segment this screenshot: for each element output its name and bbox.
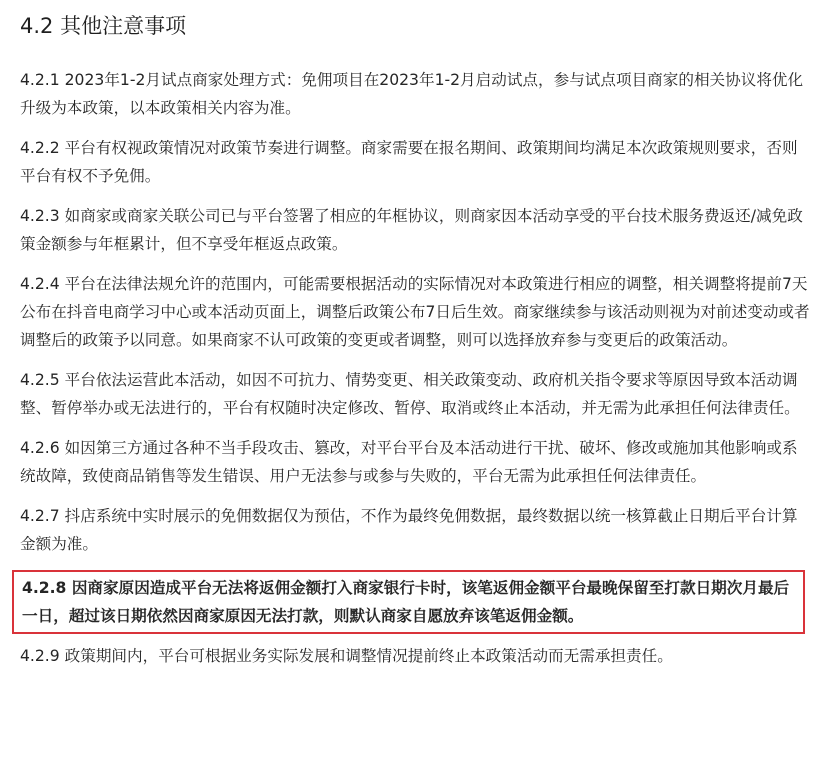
clause-4-2-1: 4.2.1 2023年1-2月试点商家处理方式：免佣项目在2023年1-2月启动试点，参与试点项目商家的相关协议将优化升级为本政策，以本政策相关内容为准。 <box>20 71 804 117</box>
clause-4-2-6: 4.2.6 如因第三方通过各种不当手段攻击、篡改，对平台平台及本活动进行干扰、破坏、修改或施加其他影响或系统故障，致使商品销售等发生错误、用户无法参与或参与失败的，平台无需为此承担任何法律责任。 <box>20 439 798 485</box>
clause-4-2-8: 4.2.8 因商家原因造成平台无法将返佣金额打入商家银行卡时，该笔返佣金额平台最晚保留至打款日期次月最后一日，超过该日期依然因商家原因无法打款，则默认商家自愿放弃该笔返佣金额。 <box>22 579 790 625</box>
clause-4-2-5: 4.2.5 平台依法运营此本活动，如因不可抗力、情势变更、相关政策变动、政府机关指令要求等原因导致本活动调整、暂停举办或无法进行的，平台有权随时决定修改、暂停、取消或终止本活动，并无需为此承担任何法律责任。 <box>20 371 800 417</box>
section-title: 4.2 其他注意事项 <box>20 14 187 38</box>
clause-4-2-7: 4.2.7 抖店系统中实时展示的免佣数据仅为预估，不作为最终免佣数据，最终数据以统一核算截止日期后平台计算金额为准。 <box>20 507 798 553</box>
clause-4-2-3: 4.2.3 如商家或商家关联公司已与平台签署了相应的年框协议，则商家因本活动享受的平台技术服务费返还/减免政策金额参与年框累计，但不享受年框返点政策。 <box>20 207 803 253</box>
clause-4-2-4: 4.2.4 平台在法律法规允许的范围内，可能需要根据活动的实际情况对本政策进行相应的调整，相关调整将提前7天公布在抖音电商学习中心或本活动页面上，调整后政策公布7日后生效。商家继续参与该活动则视为对前述变动或者调整后的政策予以同意。如果商家不认可政策的变更或者调整，则可以选择放弃参与变更后的政策活动。 <box>20 275 810 349</box>
highlighted-clause-box <box>12 570 805 634</box>
clause-4-2-2: 4.2.2 平台有权视政策情况对政策节奏进行调整。商家需要在报名期间、政策期间均满足本次政策规则要求，否则平台有权不予免佣。 <box>20 139 798 185</box>
clause-4-2-9: 4.2.9 政策期间内，平台可根据业务实际发展和调整情况提前终止本政策活动而无需承担责任。 <box>20 647 673 665</box>
